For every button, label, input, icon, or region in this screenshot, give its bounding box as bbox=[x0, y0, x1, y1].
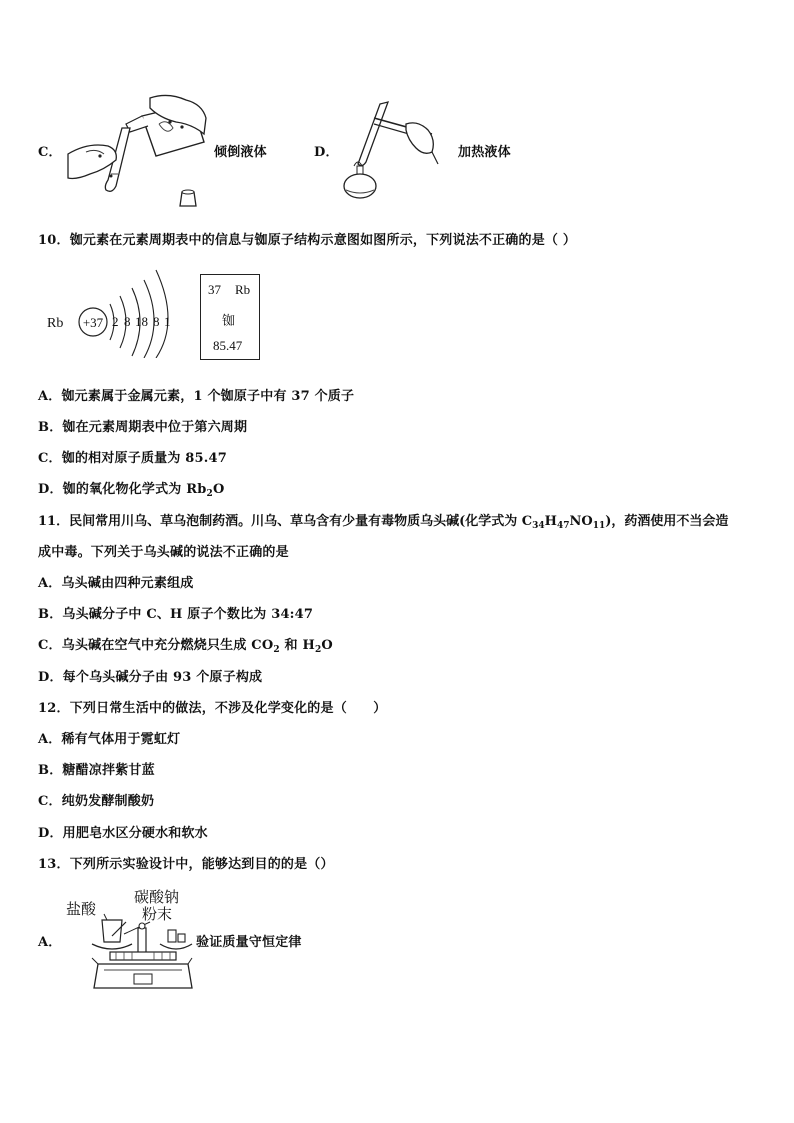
q9-option-d-text: 加热液体 bbox=[458, 145, 511, 160]
q12-option-a: A．稀有气体用于霓虹灯 bbox=[38, 732, 181, 747]
pouring-liquid-illustration bbox=[64, 94, 214, 209]
q9-option-c-text: 倾倒液体 bbox=[214, 145, 267, 160]
q11-stem-line2: 成中毒。下列关于乌头碱的说法不正确的是 bbox=[38, 545, 289, 560]
q12-option-d: D．用肥皂水区分硬水和软水 bbox=[38, 826, 208, 841]
q11-option-b: B．乌头碱分子中 C、H 原子个数比为 34:47 bbox=[38, 607, 314, 622]
periodic-table-cell bbox=[200, 274, 260, 360]
shell-1-count: 2 bbox=[112, 314, 119, 329]
atomic-number: 37 bbox=[208, 282, 221, 297]
q10-option-a: A．铷元素属于金属元素，1 个铷原子中有 37 个质子 bbox=[38, 389, 355, 404]
shell-3-count: 18 bbox=[135, 314, 148, 329]
heating-liquid-illustration bbox=[336, 100, 446, 205]
atomic-mass: 85.47 bbox=[213, 338, 243, 353]
q10-stem: 10．铷元素在元素周期表中的信息与铷原子结构示意图如图所示，下列说法不正确的是（ ） bbox=[38, 233, 577, 248]
q10-option-b: B．铷在元素周期表中位于第六周期 bbox=[38, 420, 248, 435]
q13-option-a-text: 验证质量守恒定律 bbox=[196, 935, 302, 950]
shell-4-count: 8 bbox=[153, 314, 160, 329]
q10-option-c: C．铷的相对原子质量为 85.47 bbox=[38, 451, 227, 466]
balance-experiment-illustration bbox=[64, 884, 194, 998]
q9-option-d-label: D． bbox=[314, 145, 339, 160]
atom-symbol: Rb bbox=[47, 316, 64, 331]
q13-option-a-label: A． bbox=[38, 935, 62, 950]
q11-option-d: D．每个乌头碱分子由 93 个原子构成 bbox=[38, 670, 263, 685]
label-sodium-carbonate: 碳酸钠 bbox=[134, 888, 180, 906]
q13-stem: 13．下列所示实验设计中，能够达到目的的是（） bbox=[38, 857, 334, 872]
q11-stem-line1: 11．民间常用川乌、草乌泡制药酒。川乌、草乌含有少量有毒物质乌头碱(化学式为 $C_{34}H_{47}NO_{11}$)，药酒使用不当会造 bbox=[38, 514, 729, 531]
label-powder: 粉末 bbox=[142, 905, 173, 923]
q11-option-c: C．乌头碱在空气中充分燃烧只生成 $CO_2$ 和 $H_2O$ bbox=[38, 638, 333, 655]
rb-atomic-structure-diagram bbox=[40, 258, 190, 358]
shell-2-count: 8 bbox=[124, 314, 131, 329]
element-symbol: Rb bbox=[235, 282, 251, 297]
q9-option-c-label: C． bbox=[38, 145, 62, 160]
q12-stem: 12．下列日常生活中的做法，不涉及化学变化的是（ ） bbox=[38, 701, 387, 716]
q12-option-c: C．纯奶发酵制酸奶 bbox=[38, 794, 155, 809]
shell-5-count: 1 bbox=[164, 314, 171, 329]
q11-option-a: A．乌头碱由四种元素组成 bbox=[38, 576, 194, 591]
nucleus-charge: +37 bbox=[82, 315, 104, 330]
label-hydrochloric-acid: 盐酸 bbox=[66, 900, 97, 918]
element-name: 铷 bbox=[222, 313, 236, 328]
q12-option-b: B．糖醋凉拌紫甘蓝 bbox=[38, 763, 155, 778]
q10-option-d: D．铷的氧化物化学式为 $Rb_2O$ bbox=[38, 482, 225, 499]
